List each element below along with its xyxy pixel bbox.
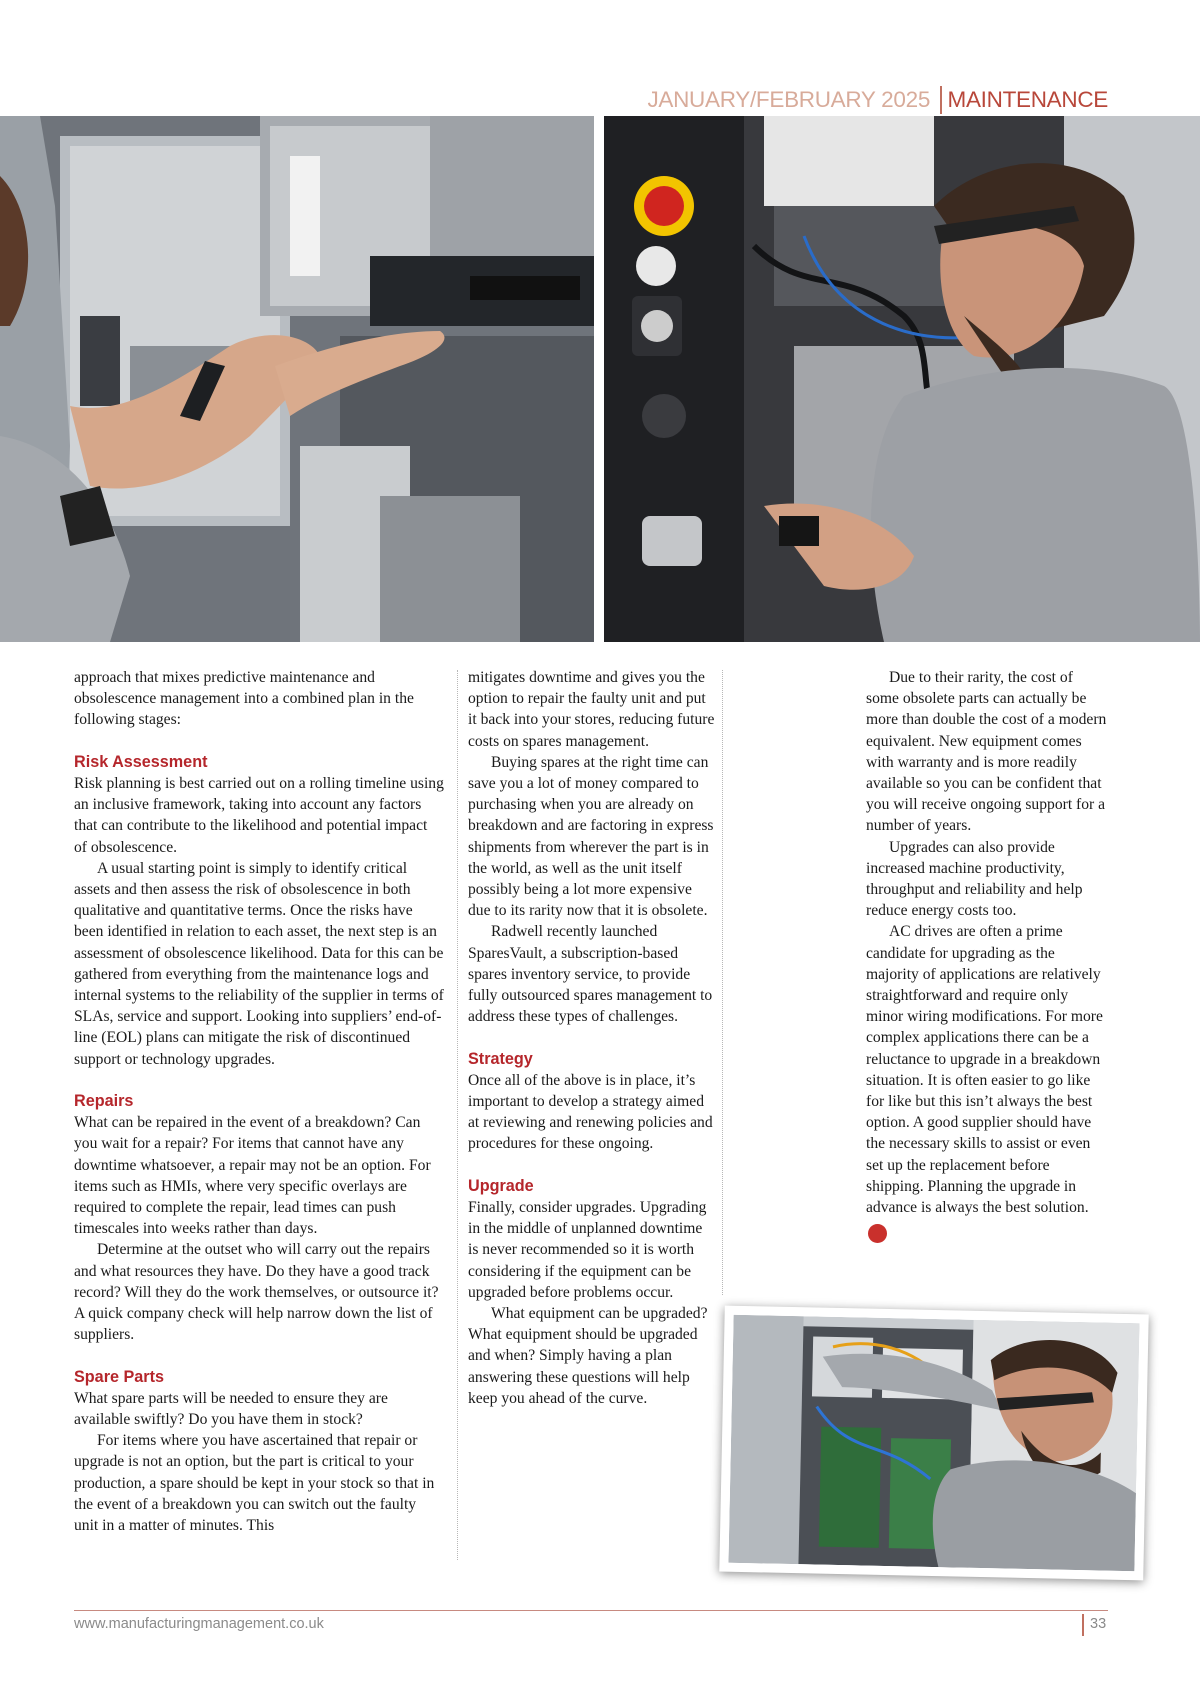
- section-name: MAINTENANCE: [947, 87, 1108, 112]
- upgrade-paragraph-1: Finally, consider upgrades. Upgrading in the middle of unplanned downtime is never recommended so it is worth considering if the equipment can be upgraded before problems occur.: [468, 1199, 707, 1301]
- column2-paragraph-3: Radwell recently launched SparesVault, a subscription-based spares inventory service, to provide fully outsourced spares management to address these types of challenges.: [468, 923, 713, 1026]
- upgrade-paragraph-2: What equipment can be upgraded? What equipment should be upgraded and when? Simply having a plan answering these questions will help keep you ahead of the curve.: [468, 1305, 708, 1407]
- article-column-3: [866, 667, 1108, 1243]
- photo-technician-with-phone: [0, 116, 594, 642]
- photo-technician-upgrading-drive: [728, 1315, 1139, 1571]
- spares-paragraph-2: For items where you have ascertained that repair or upgrade is not an option, but the part is critical to your production, a spare should be kept in your stock so that in the event of a breakdown you can switch out the faulty unit in a matter of minutes. This: [74, 1432, 435, 1535]
- intro-paragraph: approach that mixes predictive maintenance and obsolescence management into a combined plan in the following stages:: [74, 669, 414, 729]
- risk-paragraph-1: Risk planning is best carried out on a rolling timeline using an inclusive framework, taking into account any factors that can contribute to the likelihood and potential impact of obsolescence.: [74, 775, 444, 856]
- heading-risk-assessment: Risk Assessment: [74, 752, 208, 771]
- column-divider-2: [722, 670, 723, 1295]
- photo-frame-technician-upgrading-drive: [719, 1306, 1148, 1581]
- page-number: 33: [1090, 1616, 1107, 1632]
- strategy-paragraph: Once all of the above is in place, it’s important to develop a strategy aimed at reviewing and renewing policies and procedures for these ongoing.: [468, 1071, 713, 1153]
- heading-spare-parts: Spare Parts: [74, 1367, 164, 1386]
- column3-paragraph-3: AC drives are often a prime candidate for upgrading as the majority of applications are relatively straightforward and require only minor wiring modifications. For more complex applications there can be a reluctance to upgrade in a breakdown situation. It is often easier to go like for like but this isn’t always the best option. A good supplier should have the necessary skills to assist or even set up the replacement before shipping. Planning the upgrade in advance is always the best solution.: [866, 923, 1103, 1217]
- issue-date: JANUARY/FEBRUARY 2025: [647, 87, 931, 112]
- column3-paragraph-1: Due to their rarity, the cost of some obsolete parts can actually be more than double the cost of a modern equivalent. New equipment comes with warranty and is more readily available so you can be confident that you will receive ongoing support for a number of years.: [866, 669, 1107, 835]
- end-mark-logo-icon: M: [868, 1224, 887, 1243]
- heading-repairs: Repairs: [74, 1092, 134, 1111]
- column3-paragraph-2: Upgrades can also provide increased machine productivity, throughput and reliability and help reduce energy costs too.: [866, 838, 1083, 920]
- spares-paragraph-1: What spare parts will be needed to ensure they are available swiftly? Do you have them in stock?: [74, 1389, 388, 1429]
- column-divider-1: [457, 670, 458, 1560]
- repairs-paragraph-1: What can be repaired in the event of a breakdown? Can you wait for a repair? For items that cannot have any downtime whatsoever, a repair may not be an option. For items such as HMIs, where very specific overlays are required to complete the repair, lead times can push timescales into weeks rather than days.: [74, 1114, 431, 1238]
- photo-technician-at-control-panel: [604, 116, 1200, 642]
- risk-paragraph-2: A usual starting point is simply to identify critical assets and then assess the risk of obsolescence in both qualitative and quantitative terms. Once the risks have been identified in relation to each asset, the next step is an assessment of obsolescence likelihood. Data for this can be gathered from everything from the maintenance logs and internal systems to the reliability of the supplier in terms of SLAs, service and support. Looking into suppliers’ end-of-line (EOL) plans can mitigate the risk of discontinued support or technology upgrades.: [74, 859, 444, 1068]
- column2-paragraph-1: mitigates downtime and gives you the option to repair the faulty unit and put it back into your stores, reducing future costs on spares management.: [468, 669, 715, 750]
- article-column-1: [74, 667, 444, 1536]
- footer-rule: [74, 1610, 1108, 1611]
- column2-paragraph-2: Buying spares at the right time can save you a lot of money compared to purchasing when you are already on breakdown and are factoring in express shipments from wherever the part is in the world, as well as the unit itself possibly being a lot more expensive due to its rarity now that it is obsolete.: [468, 753, 714, 920]
- footer-separator: [1082, 1614, 1084, 1636]
- header-separator: [940, 86, 942, 114]
- repairs-paragraph-2: Determine at the outset who will carry out the repairs and what resources they have. Do they have a good track record? Will they do the work themselves, or outsource it? A quick company check will help narrow down the list of suppliers.: [74, 1241, 439, 1344]
- heading-strategy: Strategy: [468, 1049, 533, 1068]
- article-column-2: [468, 667, 716, 1409]
- heading-upgrade: Upgrade: [468, 1176, 534, 1195]
- running-header: [647, 86, 1108, 114]
- footer-website: www.manufacturingmanagement.co.uk: [74, 1616, 324, 1632]
